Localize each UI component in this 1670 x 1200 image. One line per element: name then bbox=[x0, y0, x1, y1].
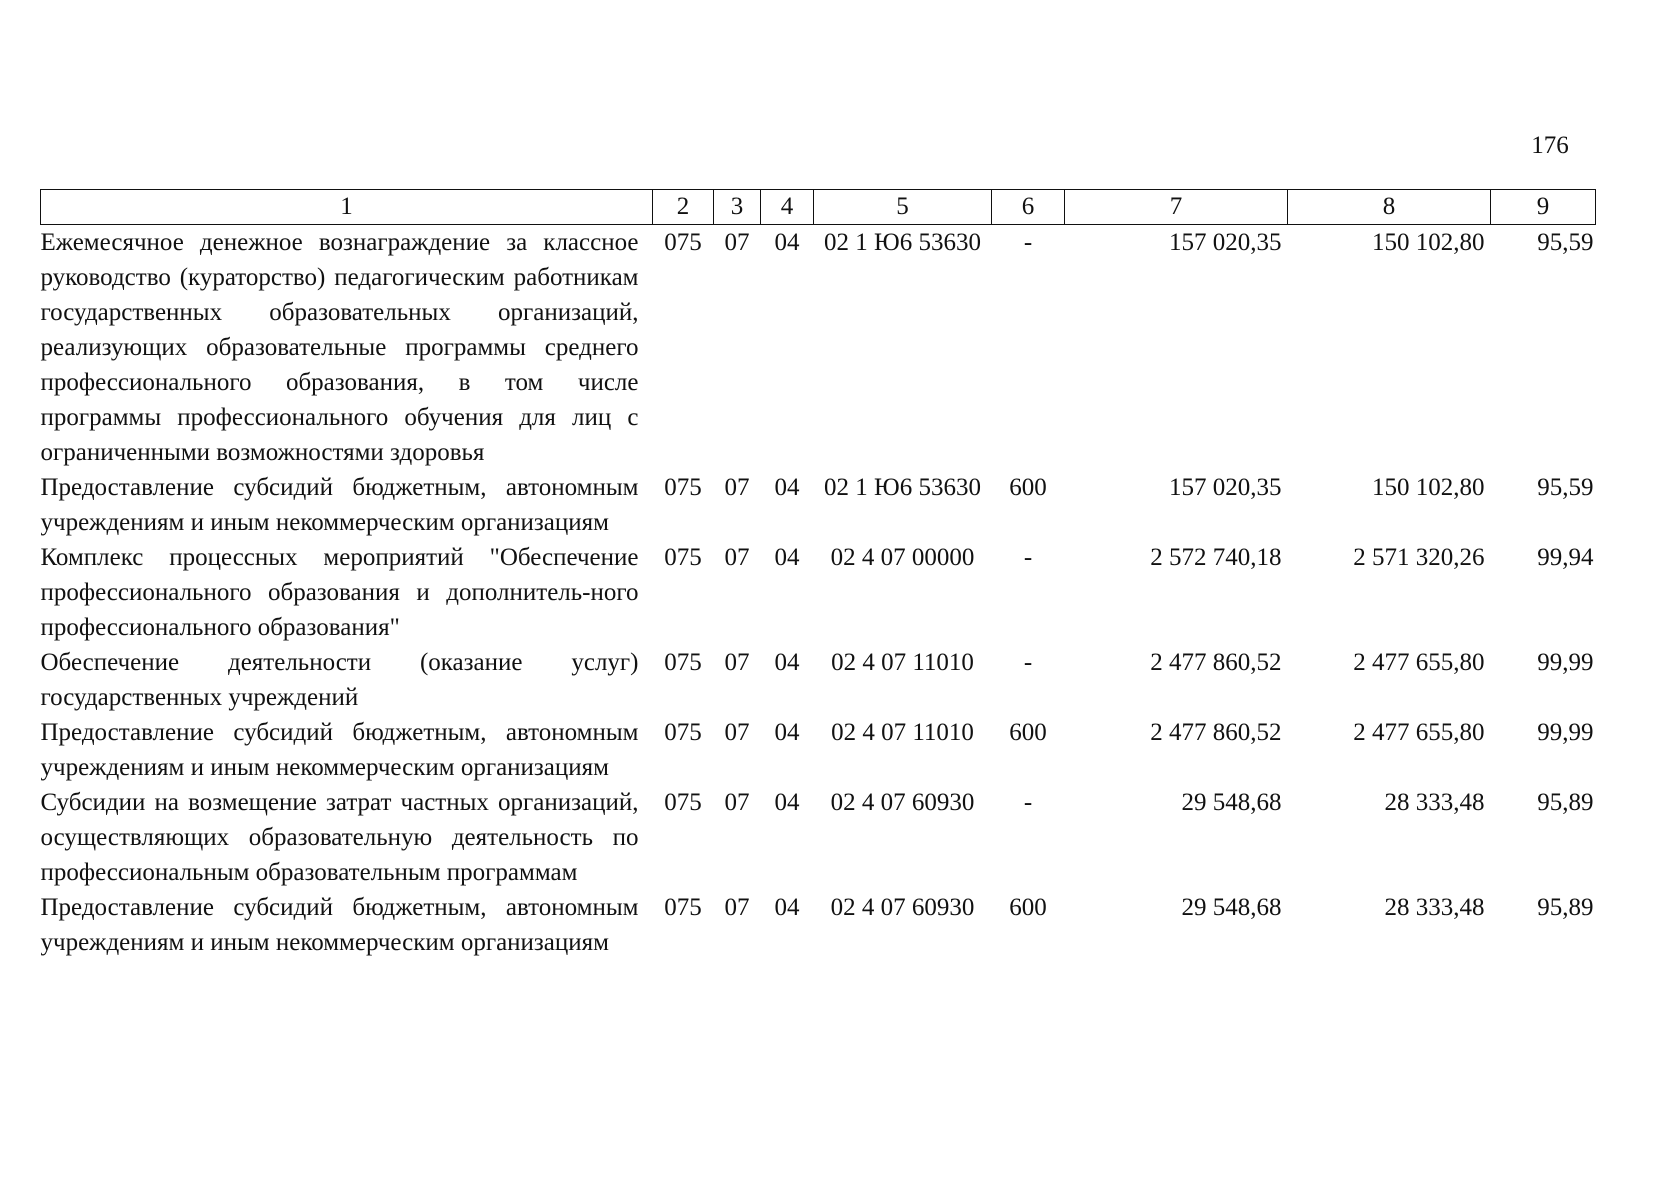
row-subsection: 04 bbox=[774, 649, 800, 676]
row-section: 07 bbox=[724, 789, 750, 816]
row-ministry: 075 bbox=[664, 719, 702, 746]
row-executed: 2 571 320,26 bbox=[1353, 544, 1485, 571]
row-expense-type: 600 bbox=[1009, 894, 1047, 921]
header-col-6: 6 bbox=[992, 190, 1065, 225]
row-section: 07 bbox=[724, 544, 750, 571]
header-col-1: 1 bbox=[41, 190, 653, 225]
row-expense-type: - bbox=[1023, 229, 1033, 256]
row-expense-type: 600 bbox=[1009, 719, 1047, 746]
row-executed: 150 102,80 bbox=[1372, 474, 1485, 501]
row-ministry: 075 bbox=[664, 894, 702, 921]
header-col-7: 7 bbox=[1065, 190, 1288, 225]
row-ministry: 075 bbox=[664, 649, 702, 676]
row-target-article: 02 4 07 60930 bbox=[830, 894, 975, 921]
table-row bbox=[41, 890, 1596, 960]
row-planned: 157 020,35 bbox=[1169, 229, 1282, 256]
table-row bbox=[41, 785, 1596, 890]
row-section: 07 bbox=[724, 474, 750, 501]
row-name: Предоставление субсидий бюджетным, автономным учреждениям и иным некоммерческим организациям bbox=[40, 474, 639, 536]
row-name: Предоставление субсидий бюджетным, автономным учреждениям и иным некоммерческим организациям bbox=[40, 719, 639, 781]
row-percent: 99,99 bbox=[1537, 719, 1594, 746]
row-subsection: 04 bbox=[774, 719, 800, 746]
row-executed: 28 333,48 bbox=[1384, 894, 1485, 921]
row-percent: 95,59 bbox=[1537, 229, 1594, 256]
row-executed: 28 333,48 bbox=[1384, 789, 1485, 816]
table-row bbox=[41, 645, 1596, 715]
table-body bbox=[41, 225, 1596, 961]
header-row bbox=[41, 190, 1596, 225]
row-name: Предоставление субсидий бюджетным, автономным учреждениям и иным некоммерческим организациям bbox=[40, 894, 639, 956]
row-subsection: 04 bbox=[774, 789, 800, 816]
row-percent: 95,89 bbox=[1537, 789, 1594, 816]
row-percent: 95,59 bbox=[1537, 474, 1594, 501]
budget-execution-table bbox=[40, 189, 1596, 960]
row-ministry: 075 bbox=[664, 544, 702, 571]
row-executed: 2 477 655,80 bbox=[1353, 719, 1485, 746]
row-expense-type: - bbox=[1023, 544, 1033, 571]
row-planned: 157 020,35 bbox=[1169, 474, 1282, 501]
row-ministry: 075 bbox=[664, 789, 702, 816]
header-col-9: 9 bbox=[1491, 190, 1596, 225]
header-col-5: 5 bbox=[814, 190, 992, 225]
row-section: 07 bbox=[724, 719, 750, 746]
table-row bbox=[41, 715, 1596, 785]
row-planned: 2 477 860,52 bbox=[1150, 649, 1282, 676]
row-executed: 150 102,80 bbox=[1372, 229, 1485, 256]
row-target-article: 02 1 Ю6 53630 bbox=[824, 229, 981, 256]
table-row bbox=[41, 540, 1596, 645]
row-percent: 99,99 bbox=[1537, 649, 1594, 676]
row-planned: 29 548,68 bbox=[1181, 894, 1282, 921]
row-expense-type: 600 bbox=[1009, 474, 1047, 501]
header-col-4: 4 bbox=[761, 190, 814, 225]
row-subsection: 04 bbox=[774, 894, 800, 921]
header-col-3: 3 bbox=[714, 190, 761, 225]
row-ministry: 075 bbox=[664, 229, 702, 256]
row-percent: 99,94 bbox=[1537, 544, 1594, 571]
row-expense-type: - bbox=[1023, 649, 1033, 676]
row-subsection: 04 bbox=[774, 544, 800, 571]
row-expense-type: - bbox=[1023, 789, 1033, 816]
row-subsection: 04 bbox=[774, 229, 800, 256]
header-col-8: 8 bbox=[1288, 190, 1491, 225]
row-target-article: 02 4 07 00000 bbox=[830, 544, 975, 571]
table-header bbox=[41, 190, 1596, 225]
row-ministry: 075 bbox=[664, 474, 702, 501]
row-name: Ежемесячное денежное вознаграждение за классное руководство (кураторство) педагогическим работникам государственных образовательных организаций, реализующих образовательные программы среднего профессионального образования, в том числе программы профессионального обучения для лиц с ограниченными возможностями здоровья bbox=[40, 229, 639, 466]
row-section: 07 bbox=[724, 649, 750, 676]
row-name: Комплекс процессных мероприятий "Обеспечение профессионального образования и дополнитель-ного профессионального образования" bbox=[40, 544, 639, 641]
row-name: Обеспечение деятельности (оказание услуг) государственных учреждений bbox=[40, 649, 639, 711]
row-target-article: 02 1 Ю6 53630 bbox=[824, 474, 981, 501]
row-target-article: 02 4 07 60930 bbox=[830, 789, 975, 816]
table-row bbox=[41, 225, 1596, 471]
row-section: 07 bbox=[724, 229, 750, 256]
page-number: 176 bbox=[1531, 132, 1569, 159]
row-target-article: 02 4 07 11010 bbox=[831, 719, 974, 746]
row-name: Субсидии на возмещение затрат частных организаций, осуществляющих образовательную деятельность по профессиональным образовательным программам bbox=[40, 789, 639, 886]
row-planned: 2 572 740,18 bbox=[1150, 544, 1282, 571]
row-percent: 95,89 bbox=[1537, 894, 1594, 921]
table-row bbox=[41, 470, 1596, 540]
row-executed: 2 477 655,80 bbox=[1353, 649, 1485, 676]
row-planned: 2 477 860,52 bbox=[1150, 719, 1282, 746]
row-planned: 29 548,68 bbox=[1181, 789, 1282, 816]
header-col-2: 2 bbox=[653, 190, 714, 225]
row-subsection: 04 bbox=[774, 474, 800, 501]
row-section: 07 bbox=[724, 894, 750, 921]
row-target-article: 02 4 07 11010 bbox=[831, 649, 974, 676]
